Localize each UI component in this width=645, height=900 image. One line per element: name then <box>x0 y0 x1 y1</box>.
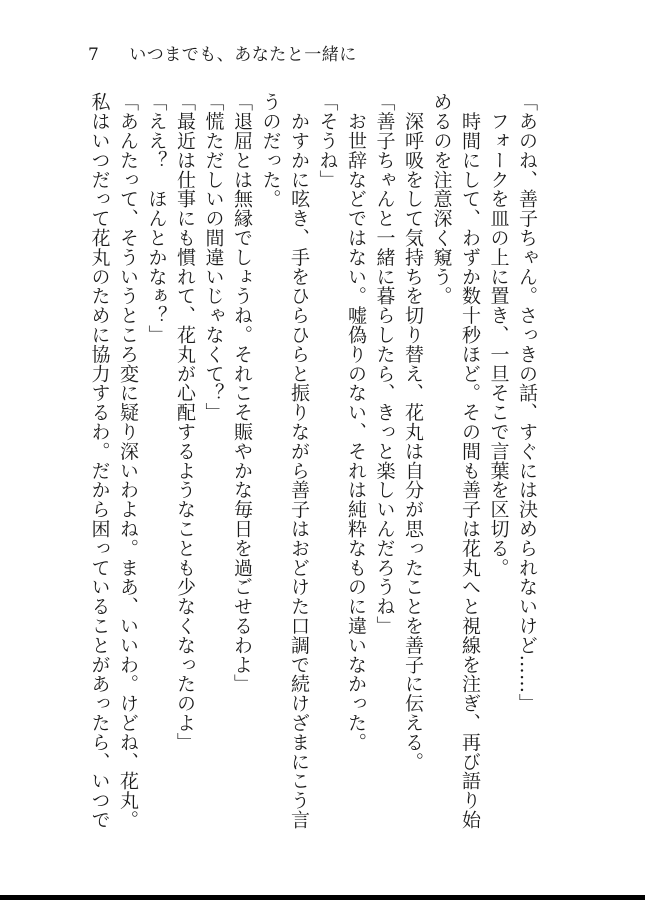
text-line: 「そうね」 <box>316 92 339 189</box>
text-line: お世辞などではない。嘘偽りのない、それは純粋なものに違いなかった。 <box>345 92 367 752</box>
chapter-title: いつまでも、あなたと一緒に <box>129 45 357 65</box>
text-line: うのだった。 <box>259 92 282 209</box>
vertical-text-body <box>85 92 541 862</box>
text-line: 「あんたって、そういうところ変に疑り深いわよね。まあ、いいわ。けどね、花丸。 <box>117 92 139 830</box>
text-line: 「最近は仕事にも慣れて、花丸が心配するようなことも少なくなったのよ」 <box>174 92 196 752</box>
text-line: かすかに呟き、手をひらひらと振りながら善子はおどけた口調で続けざまにこう言 <box>288 92 310 830</box>
text-line: 「慌ただしいの間違いじゃなくて？」 <box>202 92 225 422</box>
text-line: フォークを皿の上に置き、一旦そこで言葉を区切る。 <box>487 92 510 577</box>
running-header <box>88 40 357 65</box>
text-line: 深呼吸をして気持ちを切り替え、花丸は自分が思ったことを善子に伝える。 <box>402 92 424 771</box>
text-line: 「善子ちゃんと一緒に暮らしたら、きっと楽しいんだろうね」 <box>373 92 396 636</box>
bottom-divider <box>0 895 645 900</box>
text-line: 「あのね、善子ちゃん。さっきの話、すぐには決められないけど……」 <box>516 92 538 713</box>
text-line: めるのを注意深く窺う。 <box>430 92 453 306</box>
text-line: 私はいつだって花丸のために協力するわ。だから困っていることがあったら、いつで <box>88 92 111 830</box>
page-number: 7 <box>88 45 100 65</box>
text-line: 時間にして、わずか数十秒ほど。その間も善子は花丸へと視線を注ぎ、再び語り始 <box>459 92 481 830</box>
text-line: 「ええ？ ほんとかなぁ？」 <box>145 92 168 345</box>
text-line: 「退屈とは無縁でしょうね。それこそ賑やかな毎日を過ごせるわよ」 <box>231 92 253 694</box>
